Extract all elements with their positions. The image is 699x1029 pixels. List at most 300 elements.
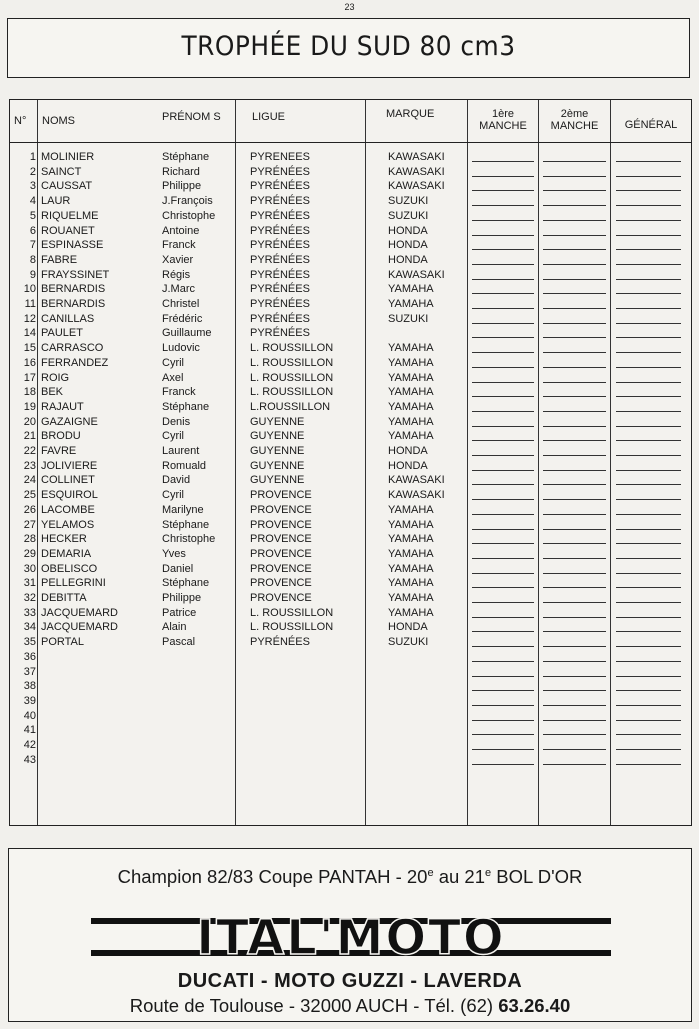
manche1-blank xyxy=(472,190,534,191)
name-cell: FERRANDEZ xyxy=(41,356,109,369)
general-blank xyxy=(616,573,681,574)
header-no: N° xyxy=(14,115,27,127)
brand-cell: YAMAHA xyxy=(388,283,434,296)
num: 16 xyxy=(23,356,36,369)
manche2-blank xyxy=(543,543,606,544)
name-cell: GAZAIGNE xyxy=(41,415,98,428)
num: 21 xyxy=(23,430,36,443)
manche2-blank xyxy=(543,676,606,677)
manche1-blank xyxy=(472,573,534,574)
manche1-blank xyxy=(472,734,534,735)
header-manche1-bottom: MANCHE xyxy=(479,120,527,132)
brand-cell: KAWASAKI xyxy=(388,474,445,487)
manche1-blank xyxy=(472,264,534,265)
firstname-cell: Alain xyxy=(162,621,187,634)
firstname-cell: Pascal xyxy=(162,636,196,649)
name-cell: ESQUIROL xyxy=(41,489,98,502)
manche2-blank xyxy=(543,161,606,162)
league-cell: L. ROUSSILLON xyxy=(250,356,334,369)
firstname-cell: Philippe xyxy=(162,180,202,193)
general-blank xyxy=(616,352,681,353)
num: 8 xyxy=(29,253,36,266)
general-blank xyxy=(616,176,681,177)
firstname-cell: Patrice xyxy=(162,606,197,619)
general-blank xyxy=(616,514,681,515)
general-blank xyxy=(616,293,681,294)
brand-cell: SUZUKI xyxy=(388,636,429,649)
num: 22 xyxy=(23,445,36,457)
ad-sup-2: e xyxy=(485,866,492,879)
general-blank xyxy=(616,690,681,691)
league-cell: PYRÉNÉES xyxy=(250,165,310,178)
name-cell: DEMARIA xyxy=(41,547,92,560)
name-cell: FABRE xyxy=(41,253,78,266)
manche1-blank xyxy=(472,352,534,353)
league-cell: PROVENCE xyxy=(250,592,312,604)
brand-cell: YAMAHA xyxy=(388,562,434,575)
manche2-blank xyxy=(543,176,606,177)
league-cell: PYRÉNÉES xyxy=(250,636,310,649)
brand-cell: HONDA xyxy=(388,224,428,237)
name-cell: BERNARDIS xyxy=(41,283,106,296)
general-blank xyxy=(616,455,681,456)
num: 27 xyxy=(23,518,36,531)
league-cell: L.ROUSSILLON xyxy=(250,400,331,413)
brand-cell: YAMAHA xyxy=(388,518,434,531)
manche2-blank xyxy=(543,352,606,353)
manche1-blank xyxy=(472,646,534,647)
num: 12 xyxy=(23,312,36,325)
manche1-blank xyxy=(472,602,534,603)
title-box xyxy=(7,18,690,78)
manche2-blank xyxy=(543,382,606,383)
league-cell: GUYENNE xyxy=(250,445,305,457)
manche2-blank xyxy=(543,470,606,471)
firstname-cell: Guillaume xyxy=(162,327,212,340)
brand-cell: SUZUKI xyxy=(388,312,429,325)
firstname-cell: Franck xyxy=(162,386,196,399)
general-blank xyxy=(616,617,681,618)
league-cell: L. ROUSSILLON xyxy=(250,371,334,384)
header-manche2 xyxy=(539,108,610,132)
manche1-blank xyxy=(472,411,534,412)
num: 20 xyxy=(23,415,36,428)
brand-cell: YAMAHA xyxy=(388,298,434,310)
manche1-blank xyxy=(472,705,534,706)
header-rule xyxy=(10,142,691,143)
general-blank xyxy=(616,337,681,338)
general-blank xyxy=(616,705,681,706)
general-blank xyxy=(616,484,681,485)
brand-cell: YAMAHA xyxy=(388,533,434,546)
firstname-cell: Marilyne xyxy=(162,503,204,516)
results-table xyxy=(9,99,692,826)
league-cell: PROVENCE xyxy=(250,533,312,546)
league-cell: PROVENCE xyxy=(250,503,312,516)
brand-cell: KAWASAKI xyxy=(388,489,445,502)
league-cell: L. ROUSSILLON xyxy=(250,606,334,619)
name-cell: SAINCT xyxy=(41,165,82,178)
manche1-blank xyxy=(472,323,534,324)
firstname-cell: Régis xyxy=(162,268,191,281)
name-cell: BRODU xyxy=(41,430,81,443)
num: 24 xyxy=(23,474,36,487)
header-manche2-bottom: MANCHE xyxy=(550,120,599,132)
num: 42 xyxy=(23,739,36,751)
manche1-blank xyxy=(472,337,534,338)
general-blank xyxy=(616,440,681,441)
league-cell: GUYENNE xyxy=(250,459,305,472)
firstname-cell: Romuald xyxy=(162,459,207,472)
general-blank xyxy=(616,676,681,677)
num: 4 xyxy=(29,195,36,208)
manche2-blank xyxy=(543,440,606,441)
page-title: TROPHÉE DU SUD 80 cm3 xyxy=(181,31,516,62)
brand-cell: KAWASAKI xyxy=(388,165,445,178)
manche1-blank xyxy=(472,617,534,618)
advertisement xyxy=(8,848,692,1022)
name-cell: BERNARDIS xyxy=(41,298,106,310)
manche1-blank xyxy=(472,455,534,456)
brand-cell: YAMAHA xyxy=(388,371,434,384)
manche2-blank xyxy=(543,337,606,338)
firstname-cell: J.François xyxy=(162,195,213,208)
manche2-blank xyxy=(543,367,606,368)
manche1-blank xyxy=(472,220,534,221)
league-cell: PYRÉNÉES xyxy=(250,224,310,237)
league-cell: L. ROUSSILLON xyxy=(250,386,334,399)
num: 31 xyxy=(23,577,36,590)
num: 6 xyxy=(29,224,36,237)
general-blank xyxy=(616,587,681,588)
num: 5 xyxy=(29,209,36,222)
name-cell: OBELISCO xyxy=(41,562,98,575)
general-blank xyxy=(616,631,681,632)
brand-cell: YAMAHA xyxy=(388,356,434,369)
header-manche1 xyxy=(468,108,538,132)
brand-cell: KAWASAKI xyxy=(388,151,445,163)
italmoto-logo xyxy=(91,906,611,968)
league-cell: PROVENCE xyxy=(250,547,312,560)
num: 37 xyxy=(23,665,36,678)
num: 10 xyxy=(23,283,36,296)
firstname-cell: Cyril xyxy=(162,489,184,502)
general-blank xyxy=(616,396,681,397)
manche2-blank xyxy=(543,220,606,221)
manche2-blank xyxy=(543,514,606,515)
ad-headline-mid: au 21 xyxy=(433,866,486,887)
manche2-blank xyxy=(543,308,606,309)
manche1-blank xyxy=(472,749,534,750)
name-cell: CANILLAS xyxy=(41,312,95,325)
name-cell: RIQUELME xyxy=(41,209,99,222)
league-cell: PROVENCE xyxy=(250,577,312,590)
firstname-cell: J.Marc xyxy=(162,283,195,296)
name-cell: FRAYSSINET xyxy=(41,268,110,281)
general-blank xyxy=(616,602,681,603)
num: 41 xyxy=(23,724,36,737)
ad-sup-1: e xyxy=(427,866,434,879)
brand-cell: YAMAHA xyxy=(388,592,434,604)
league-cell: PYRÉNÉES xyxy=(250,327,310,340)
manche1-blank xyxy=(472,382,534,383)
general-blank xyxy=(616,382,681,383)
manche1-blank xyxy=(472,690,534,691)
num: 32 xyxy=(23,592,36,604)
general-blank xyxy=(616,249,681,250)
manche2-blank xyxy=(543,499,606,500)
ad-address-text: Route de Toulouse - 32000 AUCH - Tél. (62) xyxy=(129,995,499,1016)
manche2-blank xyxy=(543,602,606,603)
ad-brands: DUCATI - MOTO GUZZI - LAVERDA xyxy=(177,970,523,992)
brand-cell: YAMAHA xyxy=(388,606,434,619)
brand-cell: KAWASAKI xyxy=(388,268,445,281)
manche1-blank xyxy=(472,176,534,177)
manche1-blank xyxy=(472,396,534,397)
num: 30 xyxy=(23,562,36,575)
league-cell: L. ROUSSILLON xyxy=(250,342,334,355)
header-ligue: LIGUE xyxy=(252,111,286,123)
manche2-blank xyxy=(543,396,606,397)
manche1-blank xyxy=(472,205,534,206)
name-cell: MOLINIER xyxy=(41,151,95,163)
general-blank xyxy=(616,411,681,412)
num: 1 xyxy=(29,151,36,163)
brand-cell: HONDA xyxy=(388,445,428,457)
general-blank xyxy=(616,661,681,662)
num: 2 xyxy=(29,165,36,178)
ad-headline-post: BOL D'OR xyxy=(491,866,583,887)
name-cell: ROIG xyxy=(41,371,70,384)
num: 38 xyxy=(23,680,36,693)
manche2-blank xyxy=(543,617,606,618)
general-blank xyxy=(616,426,681,427)
name-cell: BEK xyxy=(41,386,64,399)
general-blank xyxy=(616,323,681,324)
num: 19 xyxy=(23,400,36,413)
manche2-blank xyxy=(543,587,606,588)
brand-cell: YAMAHA xyxy=(388,400,434,413)
firstname-cell: David xyxy=(162,474,191,487)
manche1-blank xyxy=(472,514,534,515)
firstname-cell: Christophe xyxy=(162,209,216,222)
num: 25 xyxy=(23,489,36,502)
firstname-cell: Frédéric xyxy=(162,312,203,325)
league-cell: PYRÉNÉES xyxy=(250,180,310,193)
manche1-blank xyxy=(472,661,534,662)
firstname-cell: Cyril xyxy=(162,356,184,369)
manche2-blank xyxy=(543,264,606,265)
manche2-blank xyxy=(543,749,606,750)
league-cell: PYRÉNÉES xyxy=(250,268,310,281)
league-cell: GUYENNE xyxy=(250,415,305,428)
brand-cell: HONDA xyxy=(388,459,428,472)
general-blank xyxy=(616,558,681,559)
name-cell: LACOMBE xyxy=(41,503,95,516)
general-blank xyxy=(616,235,681,236)
header-general: GÉNÉRAL xyxy=(624,119,678,131)
firstname-cell: Yves xyxy=(162,547,186,560)
manche1-blank xyxy=(472,484,534,485)
num: 39 xyxy=(23,694,36,707)
manche2-blank xyxy=(543,573,606,574)
manche1-blank xyxy=(472,720,534,721)
manche2-blank xyxy=(543,484,606,485)
league-cell: PYRÉNÉES xyxy=(250,239,310,252)
firstname-cell: Stéphane xyxy=(162,151,210,163)
num: 36 xyxy=(23,650,36,663)
general-blank xyxy=(616,279,681,280)
firstname-cell: Cyril xyxy=(162,430,184,443)
league-cell: GUYENNE xyxy=(250,474,305,487)
general-blank xyxy=(616,749,681,750)
name-cell: JACQUEMARD xyxy=(41,606,119,619)
league-cell: PYRÉNÉES xyxy=(250,283,310,296)
num: 28 xyxy=(23,533,36,546)
firstname-cell: Daniel xyxy=(162,562,194,575)
manche2-blank xyxy=(543,293,606,294)
num: 29 xyxy=(23,547,36,560)
general-blank xyxy=(616,220,681,221)
num: 9 xyxy=(29,268,36,281)
manche2-blank xyxy=(543,529,606,530)
firstname-cell: Philippe xyxy=(162,592,202,604)
num: 11 xyxy=(24,298,36,310)
brand-cell: HONDA xyxy=(388,621,428,634)
header-prenoms: PRÉNOM S xyxy=(162,111,221,123)
name-cell: LAUR xyxy=(41,195,71,208)
league-cell: PROVENCE xyxy=(250,489,312,502)
manche1-blank xyxy=(472,308,534,309)
brand-cell: YAMAHA xyxy=(388,503,434,516)
brand-cell: KAWASAKI xyxy=(388,180,445,193)
manche1-blank xyxy=(472,249,534,250)
brand-cell: SUZUKI xyxy=(388,209,429,222)
ad-address xyxy=(9,995,691,1017)
league-cell: L. ROUSSILLON xyxy=(250,621,334,634)
manche1-blank xyxy=(472,279,534,280)
manche2-blank xyxy=(543,690,606,691)
name-cell: PAULET xyxy=(41,327,83,340)
name-cell: JOLIVIERE xyxy=(41,459,98,472)
firstname-cell: Denis xyxy=(162,415,191,428)
general-blank xyxy=(616,190,681,191)
logo-text: ITAL'MOTO xyxy=(196,910,506,966)
name-cell: ROUANET xyxy=(41,224,95,237)
name-cell: FAVRE xyxy=(41,445,77,457)
manche2-blank xyxy=(543,205,606,206)
name-cell: YELAMOS xyxy=(41,518,95,531)
manche2-blank xyxy=(543,279,606,280)
league-cell: PYRÉNÉES xyxy=(250,298,310,310)
manche1-blank xyxy=(472,293,534,294)
league-cell: PROVENCE xyxy=(250,518,312,531)
brand-cell: YAMAHA xyxy=(388,430,434,443)
general-blank xyxy=(616,205,681,206)
manche1-blank xyxy=(472,499,534,500)
manche2-blank xyxy=(543,411,606,412)
name-cell: PELLEGRINI xyxy=(41,577,106,590)
manche2-blank xyxy=(543,734,606,735)
manche1-blank xyxy=(472,367,534,368)
manche1-blank xyxy=(472,440,534,441)
brand-cell: HONDA xyxy=(388,239,428,252)
name-cell: COLLINET xyxy=(41,474,95,487)
general-blank xyxy=(616,161,681,162)
num: 34 xyxy=(23,621,36,634)
firstname-cell: Franck xyxy=(162,239,196,252)
firstname-cell: Christophe xyxy=(162,533,216,546)
manche2-blank xyxy=(543,455,606,456)
header-manche1-top: 1ère xyxy=(491,108,515,120)
general-blank xyxy=(616,529,681,530)
brand-cell: YAMAHA xyxy=(388,547,434,560)
name-cell: RAJAUT xyxy=(41,400,84,413)
brand-cell: YAMAHA xyxy=(388,577,434,590)
page-number: 23 xyxy=(344,2,355,12)
manche1-blank xyxy=(472,631,534,632)
manche2-blank xyxy=(543,646,606,647)
league-cell: PYRÉNÉES xyxy=(250,209,310,222)
manche2-blank xyxy=(543,631,606,632)
firstname-cell: Christel xyxy=(162,298,200,310)
num: 17 xyxy=(23,371,36,384)
manche1-blank xyxy=(472,558,534,559)
general-blank xyxy=(616,764,681,765)
firstname-cell: Antoine xyxy=(162,224,200,237)
manche2-blank xyxy=(543,720,606,721)
general-blank xyxy=(616,646,681,647)
manche1-blank xyxy=(472,161,534,162)
brand-cell: SUZUKI xyxy=(388,195,429,208)
manche2-blank xyxy=(543,235,606,236)
num: 15 xyxy=(23,342,36,355)
name-cell: PORTAL xyxy=(41,636,84,649)
firstname-cell: Xavier xyxy=(162,253,194,266)
num: 3 xyxy=(29,180,36,193)
general-blank xyxy=(616,470,681,471)
name-cell: ESPINASSE xyxy=(41,239,104,252)
manche1-blank xyxy=(472,529,534,530)
manche1-blank xyxy=(472,235,534,236)
num: 43 xyxy=(23,753,36,766)
manche1-blank xyxy=(472,587,534,588)
firstname-cell: Axel xyxy=(162,371,184,384)
header-marque: MARQUE xyxy=(386,108,435,120)
num: 26 xyxy=(23,503,36,516)
name-cell: JACQUEMARD xyxy=(41,621,119,634)
num: 18 xyxy=(23,386,36,399)
num: 33 xyxy=(23,606,36,619)
ad-phone: 63.26.40 xyxy=(498,995,571,1016)
brand-cell: YAMAHA xyxy=(388,342,434,355)
manche2-blank xyxy=(543,249,606,250)
general-blank xyxy=(616,499,681,500)
num: 14 xyxy=(23,327,36,340)
header-manche2-top: 2ème xyxy=(560,108,589,120)
name-cell: CARRASCO xyxy=(41,342,104,355)
num: 40 xyxy=(23,709,36,722)
manche2-blank xyxy=(543,323,606,324)
brand-cell: YAMAHA xyxy=(388,386,434,399)
name-cell: DEBITTA xyxy=(41,592,87,604)
league-cell: PYRÉNÉES xyxy=(250,195,310,208)
league-cell: PROVENCE xyxy=(250,562,312,575)
general-blank xyxy=(616,720,681,721)
manche2-blank xyxy=(543,426,606,427)
ad-headline xyxy=(9,866,691,888)
manche2-blank xyxy=(543,558,606,559)
